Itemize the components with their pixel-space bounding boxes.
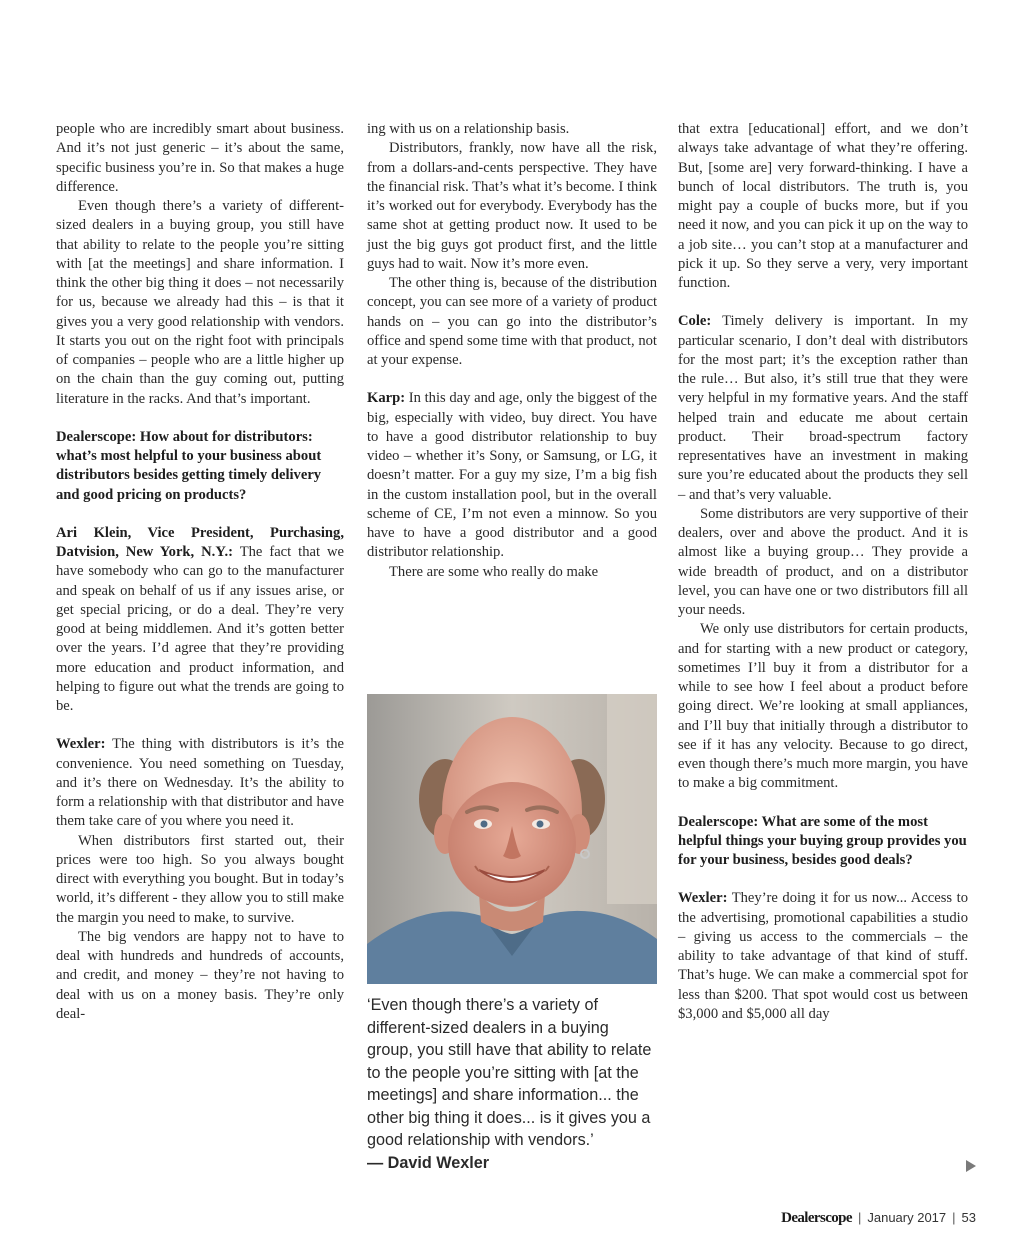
paragraph: ing with us on a relationship basis.: [367, 121, 570, 137]
paragraph: that extra [educational] effort, and we don’t always take advantage of what they’re offering. But, [some are] very forward-thinking. I have a bunch of local distributors. The truth is, you might pay a couple of bucks more, but if you need it now, and you can pick it up on the way to a job site… you can’t stop at a manufacturer and pick it up. So they serve a very, very important function.: [678, 121, 968, 291]
interview-question: Dealerscope: What are some of the most helpful things your buying group provides you for your business, besides good deals?: [678, 813, 967, 868]
paragraph: people who are incredibly smart about business. And it’s not just generic – it’s about the same, specific business you’re in. So that makes a huge difference.: [56, 121, 344, 195]
paragraph: When distributors first started out, their prices were too high. So you always bought direct with everything you bought. But in today’s world, it’s different - they allow you to still make the margin you need to make, to survive.: [56, 832, 344, 926]
speaker-name: Cole:: [678, 313, 712, 330]
issue-date: January 2017: [867, 1210, 947, 1225]
page-footer: Dealerscope | January 2017 | 53: [781, 1210, 976, 1226]
paragraph: [678, 889, 968, 1024]
article-column-3: [678, 120, 968, 1024]
speaker-answer: The fact that we have somebody who can go to the manufacturer and speak on behalf of us if any issues arise, or get special pricing, or do a deal. They’re very good at being middlemen. And it’s gotten better over the years. I’d agree that they’re providing more education and product information, and helping to figure out what the trends are going to be.: [56, 544, 344, 714]
speaker-answer: In this day and age, only the biggest of the big, especially with video, buy direct. You have to have a good distributor relationship to buy video – whether it’s Sony, or Samsung, or LG, it doesn’t matter. For a guy my size, I’m a big fish in the custom installation pool, but in the overall scheme of CE, I’m not even a minnow. So you have to have a good distributor and a good distributor relationship.: [367, 390, 657, 561]
speaker-name: Wexler:: [56, 736, 106, 753]
paragraph: [367, 389, 657, 562]
page-number: 53: [961, 1210, 976, 1225]
speaker-name: Wexler:: [678, 890, 728, 907]
pull-quote-text: ‘Even though there’s a variety of different-sized dealers in a buying group, you still have that ability to relate to the people you’re sitting with [at the meetings] and share information... the other big thing it does... is it gives you a good relationship with vendors.’: [367, 996, 652, 1149]
paragraph: [56, 735, 344, 831]
paragraph: There are some who really do make: [389, 563, 599, 580]
speaker-answer: They’re doing it for us now... Access to the advertising, promotional capabilities a studio – giving us access to the commercials – the ability to take advantage of that kind of stuff. That’s huge. We can make a commercial spot for less than $200. That spot would cost us between $3,000 and $5,000 all day: [678, 890, 968, 1022]
paragraph: The other thing is, because of the distribution concept, you can see more of a variety of product hands on – you can go into the distributor’s office and spend some time with that product, not at your expense.: [367, 275, 657, 368]
paragraph: Even though there’s a variety of different-sized dealers in a buying group, you still have that ability to relate to the people you’re sitting with [at the meetings] and share information. I think the other big thing it does – not necessarily for us, because we already had this – is that it gives you a very good relationship with vendors. It starts you out on the right foot with principals of companies – people who are a little higher up on the chain than the guy coming out, putting literature in the racks. And that’s important.: [56, 198, 344, 407]
continue-arrow-icon: [966, 1160, 976, 1172]
pull-quote-attribution: — David Wexler: [367, 1153, 490, 1172]
article-column-2: [367, 120, 657, 582]
paragraph: The big vendors are happy not to have to deal with hundreds and hundreds of accounts, and credit, and money – they’re not having to deal with us on a money basis. They’re only deal-: [56, 928, 344, 1022]
speaker-answer: Timely delivery is important. In my particular scenario, I don’t deal with distributors for the most part; it’s the exception rather than the rule… But also, it’s still true that they were very helpful in my formative years. And the staff helped train and educate me about certain product. Their broad-spectrum factory representatives have an investment in making sure you’re educated about the products they sell – and that’s very valuable.: [678, 313, 968, 503]
speaker-name: Ari Klein, Vice President, Purchasing, Datvision, New York, N.Y.:: [56, 524, 344, 560]
paragraph: [56, 524, 344, 717]
paragraph: We only use distributors for certain products, and for starting with a new product or category, sometimes I’ll buy it from a distributor for a while to see how I feel about a product before going direct. We’re looking at small appliances, and I’ll buy that initially through a distributor to see if it has any velocity. Because to go direct, even though there’s much more margin, you have to make a big commitment.: [678, 621, 968, 792]
speaker-name: Karp:: [367, 390, 406, 407]
portrait-illustration: [367, 694, 657, 984]
speaker-answer: The thing with distributors is it’s the convenience. You need something on Tuesday, and it’s there on Wednesday. It’s the ability to form a relationship with that distributor and have them take care of you where you need it.: [56, 736, 344, 830]
magazine-logo: Dealerscope: [781, 1210, 852, 1226]
interview-question: Dealerscope: How about for distributors: what’s most helpful to your business about distributors besides getting timely delivery and good pricing on products?: [56, 428, 322, 503]
paragraph: Distributors, frankly, now have all the risk, from a dollars-and-cents perspective. They have the financial risk. That’s what it’s become. I think it’s worked out for everybody. Everybody has the same shot at getting product now. It used to be just the big guys got product first, and the little guys had to wait. Now it’s more even.: [367, 140, 657, 272]
pull-quote: [367, 994, 659, 1174]
paragraph: Some distributors are very supportive of their dealers, over and above the product. And it is almost like a buying group… They provide a wide breadth of product, and on a distributor level, you can have one or two distributors fill all your needs.: [678, 505, 968, 618]
portrait-photo: [367, 694, 657, 984]
article-column-1: [56, 120, 344, 1024]
paragraph: [678, 312, 968, 505]
